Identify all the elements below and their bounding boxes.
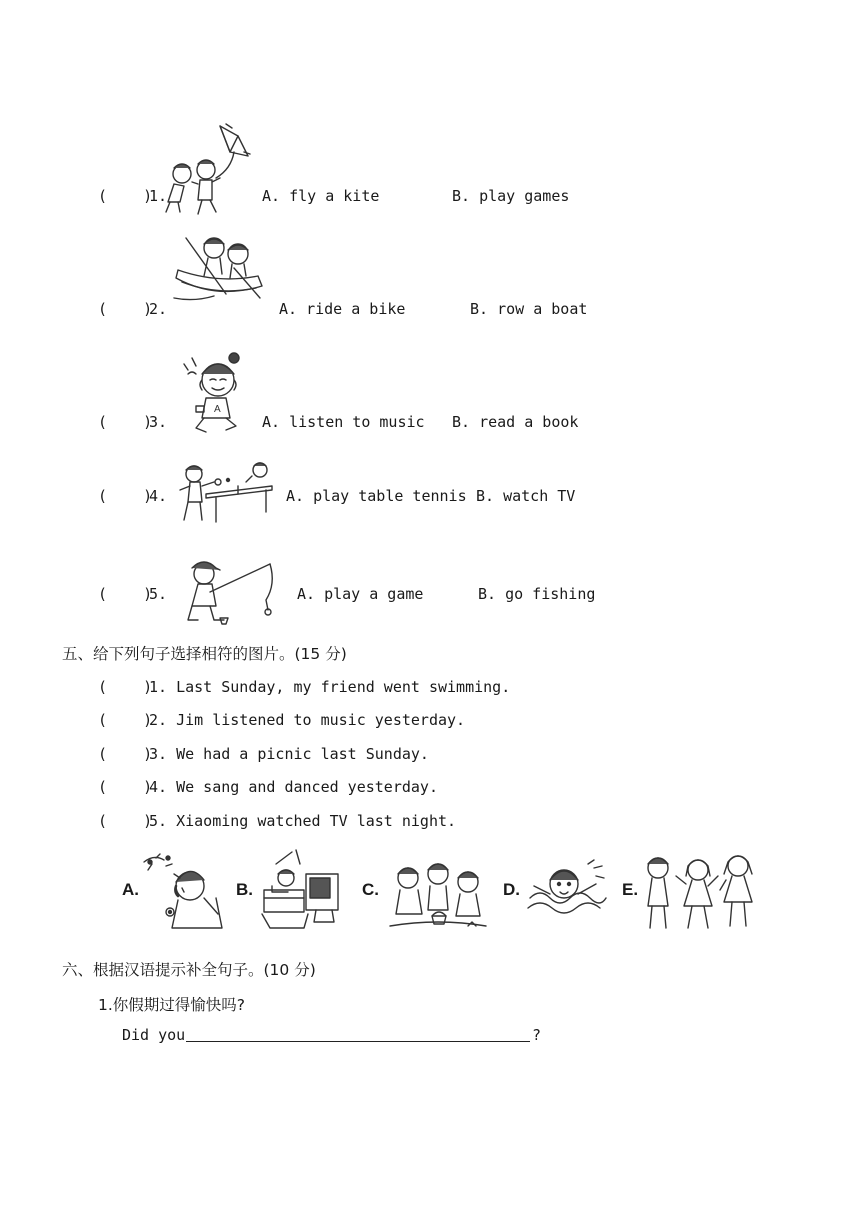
answer-bracket[interactable]: ( ) [98,711,153,729]
kids-flying-kite-picture [160,122,252,218]
picture-label-c: C. [362,880,379,899]
answer-bracket[interactable]: ( ) [98,585,153,603]
watching-tv-picture [258,848,344,932]
item-number: 1. [149,187,168,205]
picnic-picture [388,858,488,932]
option-a[interactable]: A. ride a bike [279,300,406,318]
sentence-5: 5. Xiaoming watched TV last night. [149,812,457,830]
picture-label-b: B. [236,880,253,899]
picture-label-d: D. [503,880,520,899]
option-a[interactable]: A. play table tennis [286,487,467,505]
picture-label-a: A. [122,880,139,899]
answer-blank-line[interactable] [186,1041,530,1042]
option-b[interactable]: B. play games [452,187,570,205]
option-a[interactable]: A. fly a kite [262,187,380,205]
question-1-chinese: 1.你假期过得愉快吗? [98,996,246,1014]
item-number: 3. [149,413,168,431]
picture-label-e: E. [622,880,639,899]
item-number: 5. [149,585,168,603]
sentence-prefix: Did you [122,1026,186,1044]
answer-bracket[interactable]: ( ) [98,745,153,763]
answer-bracket[interactable]: ( ) [98,487,153,505]
girl-listening-music-picture [180,350,248,436]
svg-text:A: A [214,404,221,415]
kids-table-tennis-picture [176,462,276,528]
option-a[interactable]: A. play a game [297,585,424,603]
sentence-3: 3. We had a picnic last Sunday. [149,745,429,763]
answer-bracket[interactable]: ( ) [98,413,153,431]
section-5-heading: 五、给下列句子选择相符的图片。(15 分) [62,645,347,663]
sentence-suffix: ? [532,1026,542,1044]
music-listener-picture [142,852,224,930]
answer-bracket[interactable]: ( ) [98,678,153,696]
answer-bracket[interactable]: ( ) [98,187,153,205]
sentence-4: 4. We sang and danced yesterday. [149,778,438,796]
item-number: 2. [149,300,168,318]
option-b[interactable]: B. go fishing [478,585,596,603]
answer-bracket[interactable]: ( ) [98,812,153,830]
kids-rowing-boat-picture [172,234,272,306]
sentence-2: 2. Jim listened to music yesterday. [149,711,466,729]
option-b[interactable]: B. read a book [452,413,579,431]
item-number: 4. [149,487,168,505]
option-b[interactable]: B. row a boat [470,300,588,318]
answer-bracket[interactable]: ( ) [98,300,153,318]
sentence-1: 1. Last Sunday, my friend went swimming. [149,678,511,696]
singing-dancing-picture [642,852,758,932]
boy-fishing-picture [180,558,278,628]
answer-bracket[interactable]: ( ) [98,778,153,796]
swimming-picture [524,858,608,924]
section-6-heading: 六、根据汉语提示补全句子。(10 分) [62,961,316,979]
option-a[interactable]: A. listen to music [262,413,425,431]
option-b[interactable]: B. watch TV [476,487,576,505]
